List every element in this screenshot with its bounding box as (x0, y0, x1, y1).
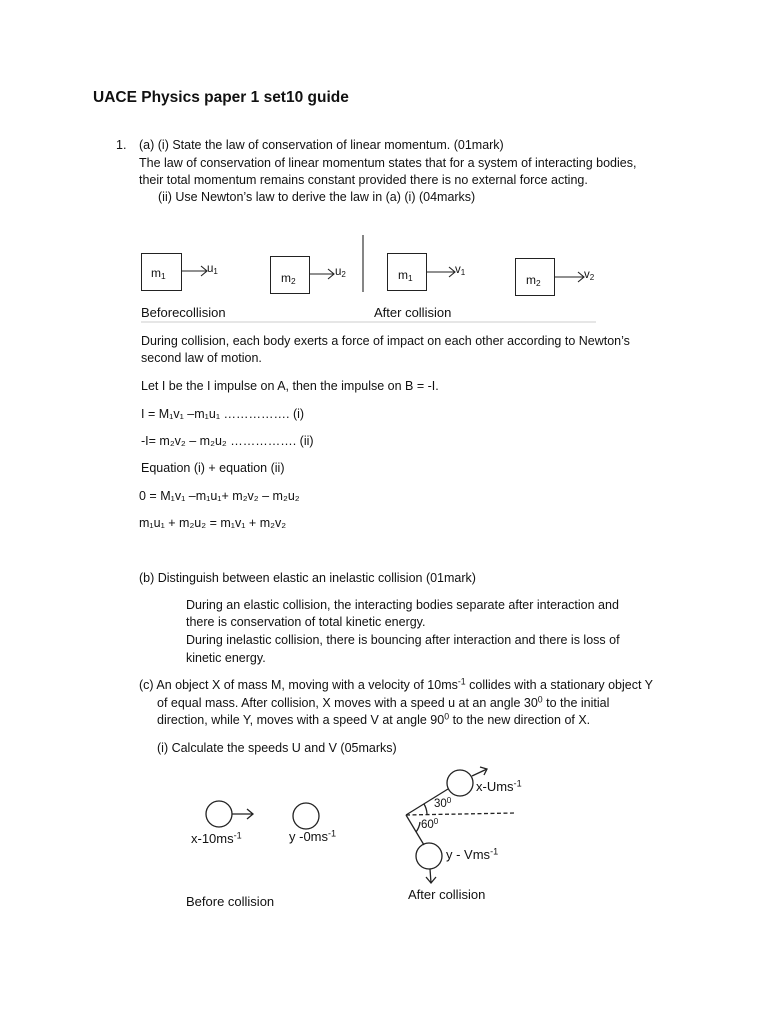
question-1c-line2: of equal mass. After collision, X moves with a speed u at an angle $30^0$ to the initial (157, 694, 610, 710)
derivation-para-line2: second law of motion. (141, 351, 262, 365)
answer-1b-line4: kinetic energy. (186, 651, 266, 665)
equation-1: I = M₁v₁ –m₁u₁ ……………. (i) (141, 407, 305, 421)
page-title: UACE Physics paper 1 set10 guide (93, 89, 349, 106)
label-m2-after: $m_2$ (526, 273, 541, 289)
label-angle-30: $30^0$ (434, 795, 452, 810)
derivation-para-line1: During collision, each body exerts a force of impact on each other according to Newton’s (141, 334, 630, 348)
question-number: 1. (116, 138, 127, 152)
label-v2: $v_2$ (584, 269, 595, 282)
label-v1: $v_1$ (455, 264, 466, 277)
label-y-before: y $-0ms^{-1}$ (289, 828, 337, 844)
caption-after-collision: After collision (374, 305, 452, 320)
question-1b: (b) Distinguish between elastic an inelastic collision (01mark) (139, 571, 476, 585)
question-1a-ii: (ii) Use Newton’s law to derive the law in (a) (i) (04marks) (158, 190, 476, 204)
equation-final: m₁u₁ + m₂u₂ = m₁v₁ + m₂v₂ (139, 516, 287, 530)
caption-after-collision-2: After collision (408, 887, 486, 902)
label-x-before: $x-10ms^{-1}$ (191, 830, 242, 846)
answer-1b-line1: During an elastic collision, the interacting bodies separate after interaction and (186, 598, 619, 612)
impulse-statement: Let I be the I impulse on A, then the impulse on B = -I. (141, 379, 439, 393)
answer-1a-i-line2: their total momentum remains constant provided there is no external force acting. (139, 173, 588, 187)
answer-1b-line3: During inelastic collision, there is bouncing after interaction and there is loss of (186, 633, 620, 647)
equation-2: -I= m₂v₂ – m₂u₂ ……………. (ii) (141, 434, 314, 448)
caption-before-collision: Beforecollision (141, 305, 226, 320)
label-y-after: y - Vms$^{-1}$ (446, 846, 499, 862)
label-angle-60: $60^0$ (421, 816, 439, 831)
label-u2: $u_2$ (335, 266, 346, 279)
question-1a-i: (a) (i) State the law of conservation of linear momentum. (01mark) (139, 138, 504, 152)
label-m2-before: $m_2$ (281, 271, 296, 287)
question-1c-line1: (c) An object X of mass M, moving with a velocity of $10ms^{-1}$ collides with a stationary object Y (139, 676, 654, 692)
caption-before-collision-2: Before collision (186, 894, 275, 909)
answer-1a-i-line1: The law of conservation of linear momentum states that for a system of interacting bodies, (139, 156, 637, 170)
question-1c-i: (i) Calculate the speeds U and V (05marks) (157, 741, 397, 755)
label-m1-after: $m_1$ (398, 268, 413, 284)
label-m1-before: $m_1$ (151, 266, 166, 282)
equation-3: 0 = M₁v₁ –m₁u₁+ m₂v₂ – m₂u₂ (139, 489, 300, 503)
equation-sum: Equation (i) + equation (ii) (141, 461, 285, 475)
label-u1: $u_1$ (207, 263, 218, 276)
question-1c-line3: direction, while Y, moves with a speed V at angle $90^0$ to the new direction of X. (157, 711, 591, 727)
answer-1b-line2: there is conservation of total kinetic energy. (186, 615, 426, 629)
label-x-after: x-Ums$^{-1}$ (476, 778, 522, 794)
